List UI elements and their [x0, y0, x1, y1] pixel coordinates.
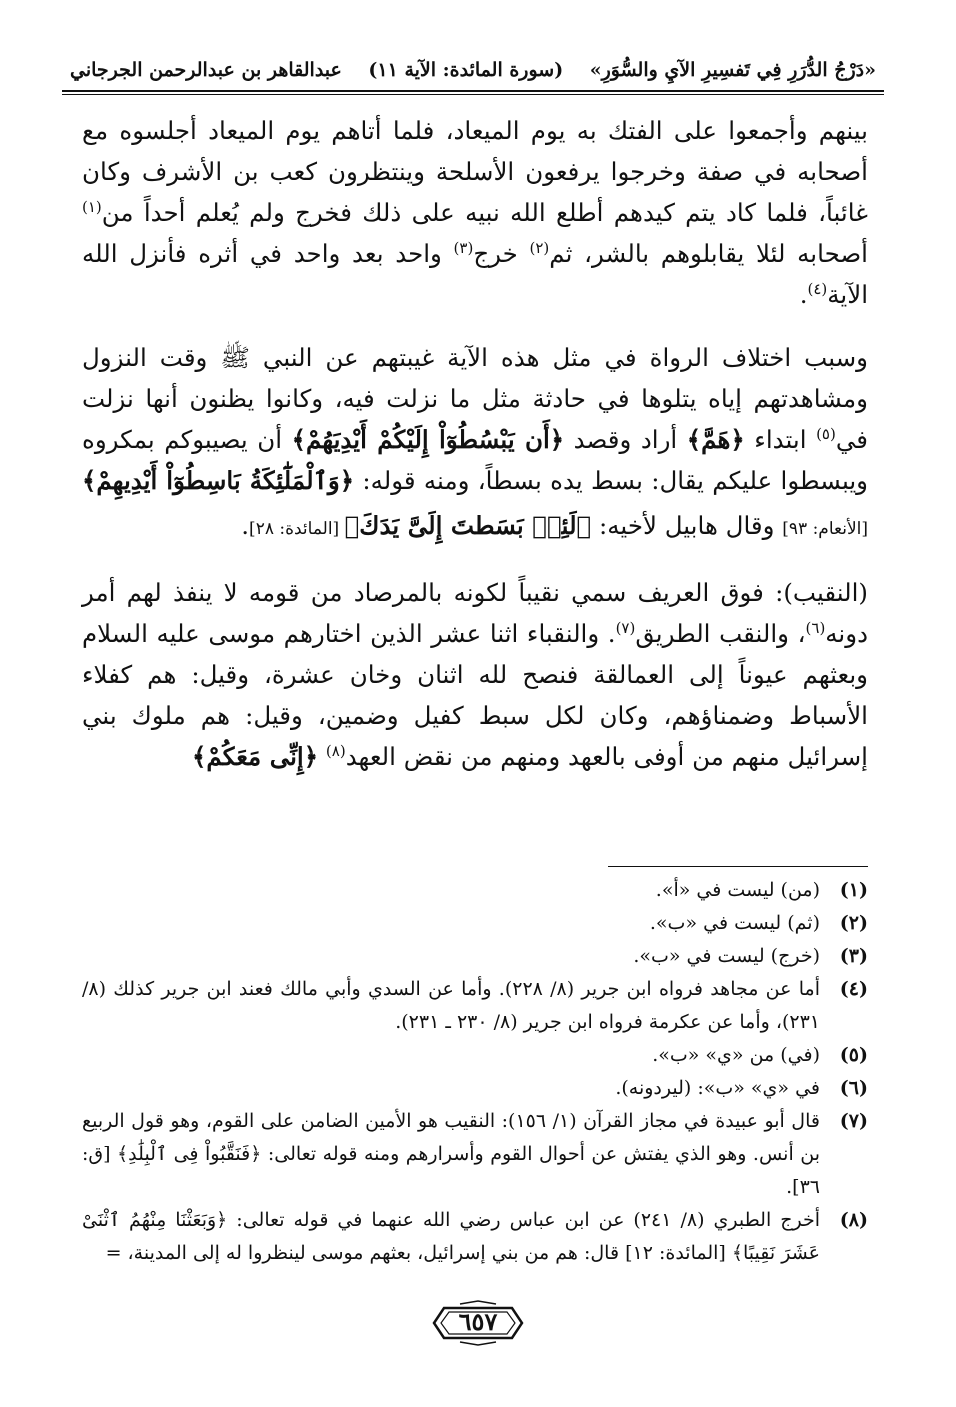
quran-quote: ﴿هَمَّ﴾	[686, 425, 745, 454]
footnote-text: في «ي» «ب»: (ليردونه).	[615, 1077, 820, 1099]
header-rule-thin	[62, 94, 884, 95]
quran-quote: ﴿لَئِنۢ بَسَطتَ إِلَىَّ يَدَكَ﴾	[344, 511, 592, 540]
book-title: «دَرْجُ الدُّرَرِ فِي تَفسِيرِ الآيِ والسُّوَرِ»	[589, 59, 876, 81]
footnote-ref-4[interactable]: (٤)	[807, 279, 828, 298]
footnote-item	[82, 1105, 868, 1204]
paragraph-3: (النقيب): فوق العريف سمي نقيباً لكونه بالمرصاد من قومه لا ينفذ لهم أمر دونه$^{(٦)}$، والنقب الطريق$^{(٧)}$. والنقباء اثنا عشر الذين اختارهم موسى عليه السلام وبعثهم عيوناً إلى العمالقة فنصح لله اثنان وخان عشرة، وقيل: هم كفلاء الأسباط وضمناؤهم، وكان لكل سبط كفيل وضمين، وقيل: هم ملوك بني إسرائيل منهم من أوفى بالعهد ومنهم من نقض العهد$^{(٨)}$ ﴿إِنِّى مَعَكُمْ﴾	[82, 578, 868, 771]
surah-location: (سورة المائدة: الآية ١١)	[368, 59, 564, 81]
footnote-ref-8[interactable]: (٨)	[325, 741, 346, 760]
author-name: عبدالقاهر بن عبدالرحمن الجرجاني	[70, 59, 342, 81]
page-number-frame	[430, 1300, 526, 1346]
footnote-item	[82, 1204, 868, 1270]
footnote-number: (٤)	[839, 978, 868, 1000]
quran-quote: ﴿إِنِّى مَعَكُمْ﴾	[192, 742, 319, 771]
footnote-number: (٢)	[839, 912, 868, 934]
footnote-item	[82, 907, 868, 940]
quran-quote: ﴿وَٱلْمَلَٰٓئِكَةُ بَاسِطُوٓاْ أَيْدِيهِمْ﴾	[82, 466, 355, 495]
footnote-item	[82, 874, 868, 907]
footnote-number: (٧)	[839, 1110, 868, 1132]
page-number: ٦٥٧	[458, 1307, 498, 1336]
footnote-text: (ثم) ليست في «ب».	[649, 912, 820, 934]
paragraph-1: بينهم وأجمعوا على الفتك به يوم الميعاد، فلما أتاهم يوم الميعاد أجلسوه مع أصحابه في صفة وخرجوا يرفعون الأسلحة وينتظرون كعب بن الأشرف وكان غائباً، فلما كاد يتم كيدهم أطلع الله نبيه على ذلك فخرج ولم يُعلم أحداً من$^{(١)}$ أصحابه لئلا يقابلوهم بالشر، ثم$^{(٢)}$ خرج$^{(٣)}$ واحد بعد واحد في أثره فأنزل الله الآية$^{(٤)}$.	[82, 116, 868, 309]
footnote-text: (خرج) ليست في «ب».	[633, 945, 820, 967]
footnote-text: قال أبو عبيدة في مجاز القرآن (١/ ١٥٦): النقيب هو الأمين الضامن على القوم، وهو قول الربيع بن أنس. وهو الذي يفتش عن أحوال القوم وأسرارهم ومنه قوله تعالى: ﴿فَنَقَّبُواْ فِى ٱلْبِلَٰدِ﴾ [ق: ٣٦].	[82, 1110, 820, 1198]
header-rule	[62, 90, 884, 92]
footnote-item	[82, 940, 868, 973]
footnote-text: (في) من «ي» «ب».	[652, 1044, 820, 1066]
footnote-number: (٨)	[839, 1209, 868, 1231]
verse-reference: [الأنعام: ٩٣]	[782, 519, 868, 539]
footnote-text: (من) ليست في «أ».	[655, 879, 820, 901]
footnote-item	[82, 1039, 868, 1072]
main-text	[82, 110, 868, 799]
paragraph-2: وسبب اختلاف الرواة في مثل هذه الآية غيبتهم عن النبي ﷺ وقت النزول ومشاهدتهم إياه يتلوها في حادثة مثل ما نزلت فيه، وكانوا يظنون أنها نزلت في$^{(٥)}$ ابتداء ﴿هَمَّ﴾ أراد وقصد ﴿أَن يَبْسُطُوٓاْ إِلَيْكُمْ أَيْدِيَهُمْ﴾ أن يصيبوكم بمكروه ويبسطوا عليكم يقال: بسط يده بسطاً، ومنه قوله: ﴿وَٱلْمَلَٰٓئِكَةُ بَاسِطُوٓاْ أَيْدِيهِمْ﴾ [الأنعام: ٩٣] وقال هابيل لأخيه: ﴿لَئِنۢ بَسَطتَ إِلَىَّ يَدَكَ﴾ [المائدة: ٢٨].	[82, 343, 868, 540]
footnote-text: أما عن مجاهد فرواه ابن جرير (٨/ ٢٢٨). وأما عن السدي وأبي مالك فعند ابن جرير كذلك (٨/ ٢٣١)، وأما عن عكرمة فرواه ابن جرير (٨/ ٢٣٠ ـ ٢٣١).	[82, 978, 820, 1033]
footnote-number: (٣)	[839, 945, 868, 967]
footnote-ref-1[interactable]: (١)	[82, 197, 102, 216]
footnote-ref-3[interactable]: (٣)	[453, 238, 474, 257]
footnotes	[82, 874, 868, 1270]
footnote-number: (٥)	[839, 1044, 868, 1066]
footnote-ref-6[interactable]: (٦)	[805, 618, 826, 637]
footnote-item	[82, 973, 868, 1039]
footnote-ref-2[interactable]: (٢)	[529, 238, 550, 257]
footnote-separator	[608, 866, 868, 867]
footnote-number: (٦)	[839, 1077, 868, 1099]
page-header	[70, 50, 876, 90]
footnote-text: أخرج الطبري (٨/ ٢٤١) عن ابن عباس رضي الله عنهما في قوله تعالى: ﴿وَبَعَثْنَا مِنْهُمُ ٱثْنَىْ عَشَرَ نَقِيبًا﴾ [المائدة: ١٢] قال: هم من بني إسرائيل، بعثهم موسى لينظروا له إلى المدينة، =	[82, 1209, 820, 1264]
verse-reference: [المائدة: ٢٨]	[249, 519, 345, 539]
footnote-number: (١)	[839, 879, 868, 901]
quran-quote: ﴿أَن يَبْسُطُوٓاْ إِلَيْكُمْ أَيْدِيَهُمْ﴾	[291, 425, 565, 454]
footnote-ref-5[interactable]: (٥)	[816, 424, 836, 443]
footnote-item	[82, 1072, 868, 1105]
footnote-ref-7[interactable]: (٧)	[615, 618, 636, 637]
